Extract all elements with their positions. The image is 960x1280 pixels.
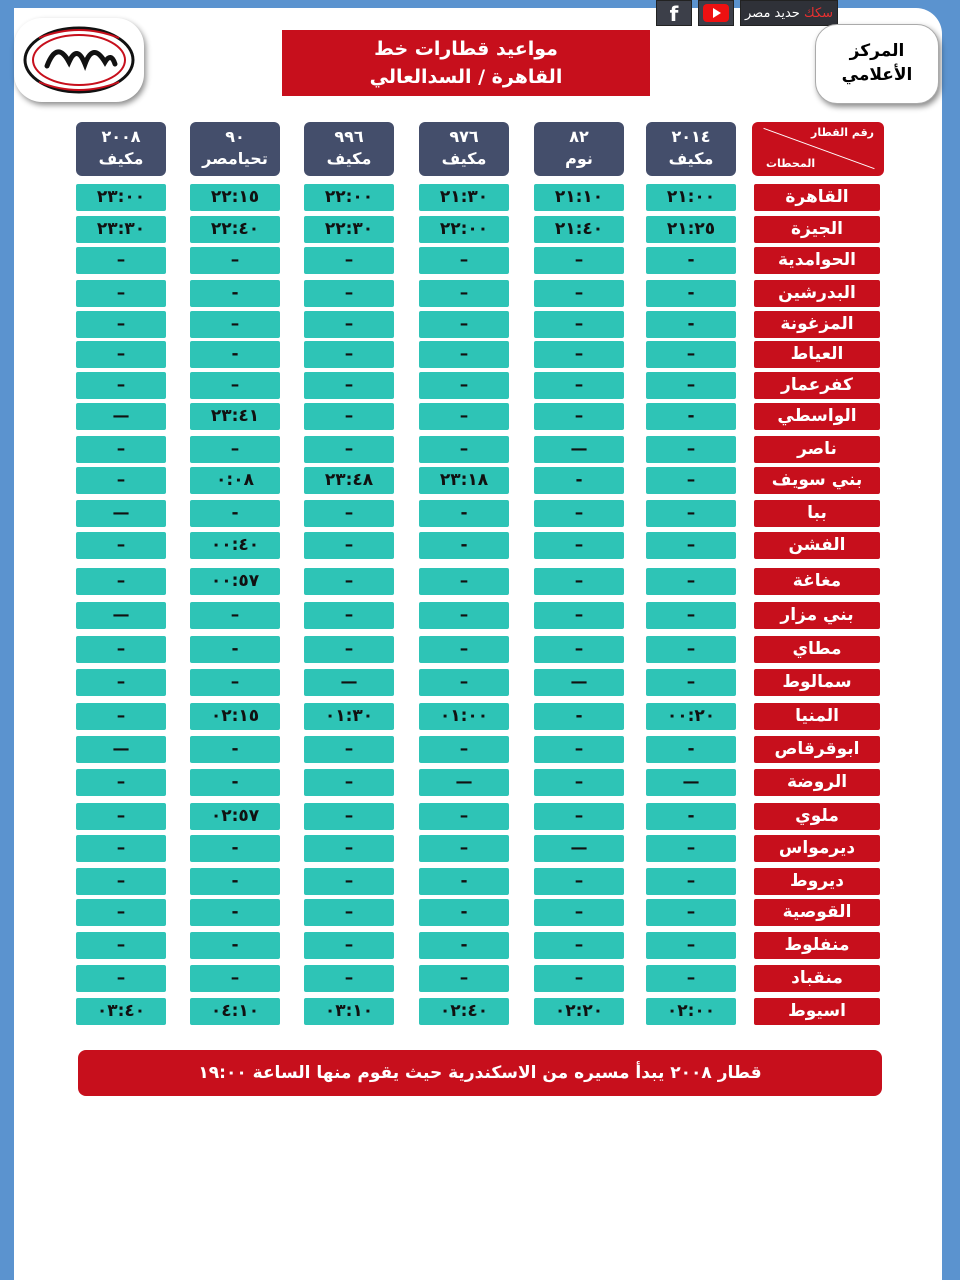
time-cell: – <box>646 636 736 663</box>
train-number: ٢٠١٤ <box>671 127 711 146</box>
time-cell: – <box>646 899 736 926</box>
time-cell: ٠٢:٢٠ <box>534 998 624 1025</box>
page-title <box>282 30 650 96</box>
time-cell: ٠:٠٨ <box>190 467 280 494</box>
channel-name-red: سكك <box>803 6 834 21</box>
youtube-play-icon <box>703 4 729 22</box>
time-cell: ٢٣:١٨ <box>419 467 509 494</box>
train-number: ٩٧٦ <box>449 127 479 146</box>
time-cell: — <box>534 669 624 696</box>
time-cell: – <box>76 769 166 796</box>
title-line-1: مواعيد قطارات خط <box>374 38 558 60</box>
time-cell: – <box>76 636 166 663</box>
time-cell: — <box>76 736 166 763</box>
station-label: مغاغة <box>754 568 880 595</box>
station-label: العياط <box>754 341 880 368</box>
time-cell: – <box>534 500 624 527</box>
time-cell: – <box>76 932 166 959</box>
station-label: الجيزة <box>754 216 880 243</box>
time-cell: – <box>534 280 624 307</box>
time-cell: – <box>304 341 394 368</box>
time-cell: ٢٢:٠٠ <box>304 184 394 211</box>
time-cell: – <box>76 835 166 862</box>
time-cell: – <box>190 311 280 338</box>
time-cell: ٢١:٢٥ <box>646 216 736 243</box>
time-cell: ٠٢:٠٠ <box>646 998 736 1025</box>
time-cell: ٠٠:٥٧ <box>190 568 280 595</box>
time-cell: – <box>419 568 509 595</box>
time-cell: – <box>76 868 166 895</box>
time-cell: – <box>534 868 624 895</box>
time-cell: – <box>646 372 736 399</box>
time-cell: - <box>190 835 280 862</box>
time-cell: ٢٣:٣٠ <box>76 216 166 243</box>
station-label: الحوامدية <box>754 247 880 274</box>
time-cell: - <box>190 769 280 796</box>
time-cell: ٢٢:٤٠ <box>190 216 280 243</box>
time-cell: - <box>190 899 280 926</box>
time-cell: – <box>646 467 736 494</box>
train-number: ٨٢ <box>569 127 589 146</box>
time-cell: – <box>646 602 736 629</box>
time-cell: – <box>534 736 624 763</box>
time-cell: ٠٣:٤٠ <box>76 998 166 1025</box>
time-cell: – <box>419 736 509 763</box>
time-cell: – <box>646 965 736 992</box>
train-number: ٢٠٠٨ <box>101 127 141 146</box>
time-cell: – <box>190 965 280 992</box>
time-cell: – <box>76 899 166 926</box>
table-corner-header <box>752 122 884 176</box>
train-header-5 <box>76 122 166 176</box>
time-cell: – <box>646 868 736 895</box>
time-cell: – <box>304 500 394 527</box>
time-cell: – <box>419 341 509 368</box>
time-cell: ٠٣:١٠ <box>304 998 394 1025</box>
time-cell: – <box>646 436 736 463</box>
time-cell: – <box>190 602 280 629</box>
corner-station-label: المحطات <box>766 157 816 170</box>
time-cell: – <box>190 247 280 274</box>
time-cell: – <box>76 247 166 274</box>
time-cell: — <box>419 769 509 796</box>
time-cell: - <box>190 736 280 763</box>
station-label: منفلوط <box>754 932 880 959</box>
time-cell: — <box>76 403 166 430</box>
time-cell: – <box>304 932 394 959</box>
youtube-icon[interactable] <box>698 0 734 26</box>
time-cell: - <box>190 932 280 959</box>
time-cell: – <box>419 602 509 629</box>
time-cell: ٠٢:١٥ <box>190 703 280 730</box>
time-cell: — <box>534 835 624 862</box>
time-cell: – <box>304 403 394 430</box>
time-cell: – <box>534 341 624 368</box>
station-label: ابوقرقاص <box>754 736 880 763</box>
time-cell: – <box>304 965 394 992</box>
time-cell: – <box>419 669 509 696</box>
time-cell: – <box>304 602 394 629</box>
time-cell: – <box>76 568 166 595</box>
time-cell: - <box>646 247 736 274</box>
train-header-3 <box>304 122 394 176</box>
time-cell: - <box>646 803 736 830</box>
time-cell: – <box>419 247 509 274</box>
time-cell: – <box>304 868 394 895</box>
title-line-2: القاهرة / السدالعالي <box>369 66 563 88</box>
time-cell: – <box>76 532 166 559</box>
station-label: ملوي <box>754 803 880 830</box>
station-label: بني سويف <box>754 467 880 494</box>
station-label: البدرشين <box>754 280 880 307</box>
time-cell: – <box>304 532 394 559</box>
time-cell: – <box>304 280 394 307</box>
social-bar <box>656 0 838 26</box>
time-cell: - <box>419 500 509 527</box>
station-label: اسيوط <box>754 998 880 1025</box>
time-cell: – <box>190 669 280 696</box>
time-cell: ٠٢:٤٠ <box>419 998 509 1025</box>
time-cell: – <box>304 311 394 338</box>
time-cell: ٢٣:٤١ <box>190 403 280 430</box>
time-cell: - <box>190 500 280 527</box>
time-cell: – <box>534 372 624 399</box>
media-center-badge <box>815 24 939 104</box>
time-cell: – <box>534 932 624 959</box>
time-cell: – <box>419 403 509 430</box>
time-cell: – <box>534 311 624 338</box>
time-cell: – <box>419 280 509 307</box>
time-cell: – <box>76 280 166 307</box>
time-cell: - <box>534 703 624 730</box>
time-cell: – <box>534 247 624 274</box>
time-cell: - <box>534 467 624 494</box>
time-cell: ٢٣:٠٠ <box>76 184 166 211</box>
time-cell: – <box>304 803 394 830</box>
egyptian-railways-logo <box>14 18 144 102</box>
time-cell: ٢١:٣٠ <box>419 184 509 211</box>
time-cell: ٠٢:٥٧ <box>190 803 280 830</box>
time-cell: ٢٢:١٥ <box>190 184 280 211</box>
time-cell: – <box>419 803 509 830</box>
time-cell: – <box>534 403 624 430</box>
time-cell: – <box>304 769 394 796</box>
train-type: تحيامصر <box>202 149 268 168</box>
station-label: الفشن <box>754 532 880 559</box>
time-cell: – <box>76 372 166 399</box>
corner-train-label: رقم القطار <box>811 126 874 139</box>
time-cell: – <box>190 436 280 463</box>
time-cell: – <box>304 372 394 399</box>
station-label: الواسطي <box>754 403 880 430</box>
time-cell: – <box>304 247 394 274</box>
time-cell: – <box>76 703 166 730</box>
time-cell: – <box>76 467 166 494</box>
time-cell: – <box>419 372 509 399</box>
train-type: مكيف <box>326 149 372 168</box>
time-cell: ٢١:٤٠ <box>534 216 624 243</box>
time-cell: – <box>646 341 736 368</box>
time-cell: – <box>76 311 166 338</box>
time-cell: – <box>534 532 624 559</box>
time-cell: ٠١:٠٠ <box>419 703 509 730</box>
train-number: ٩٩٦ <box>334 127 364 146</box>
time-cell: – <box>534 769 624 796</box>
time-cell: – <box>534 965 624 992</box>
time-cell: - <box>419 932 509 959</box>
station-label: منقباد <box>754 965 880 992</box>
station-label: المنيا <box>754 703 880 730</box>
station-label: بني مزار <box>754 602 880 629</box>
time-cell: – <box>76 965 166 992</box>
time-cell: – <box>646 932 736 959</box>
time-cell: – <box>419 965 509 992</box>
time-cell: - <box>646 311 736 338</box>
time-cell: – <box>419 436 509 463</box>
time-cell: – <box>304 736 394 763</box>
time-cell: – <box>646 669 736 696</box>
time-cell: ٢١:٠٠ <box>646 184 736 211</box>
time-cell: – <box>76 669 166 696</box>
time-cell: ٢١:١٠ <box>534 184 624 211</box>
time-cell: - <box>419 899 509 926</box>
time-cell: – <box>76 436 166 463</box>
train-type: نوم <box>565 149 593 168</box>
time-cell: ٠٠:٤٠ <box>190 532 280 559</box>
time-cell: – <box>304 899 394 926</box>
station-label: الروضة <box>754 769 880 796</box>
time-cell: — <box>76 500 166 527</box>
time-cell: – <box>304 636 394 663</box>
station-label: ببا <box>754 500 880 527</box>
media-center-line-2: الأعلامي <box>841 65 913 85</box>
time-cell: – <box>646 500 736 527</box>
time-cell: – <box>76 341 166 368</box>
time-cell: – <box>534 568 624 595</box>
time-cell: – <box>419 835 509 862</box>
railways-logo-icon <box>19 22 139 98</box>
time-cell: - <box>646 280 736 307</box>
time-cell: – <box>534 803 624 830</box>
time-cell: ٠٠:٢٠ <box>646 703 736 730</box>
time-cell: – <box>534 899 624 926</box>
station-label: سمالوط <box>754 669 880 696</box>
train-header-0 <box>646 122 736 176</box>
time-cell: — <box>646 769 736 796</box>
train-header-1 <box>534 122 624 176</box>
time-cell: – <box>534 602 624 629</box>
time-cell: ٠١:٣٠ <box>304 703 394 730</box>
time-cell: – <box>534 636 624 663</box>
time-cell: - <box>190 636 280 663</box>
time-cell: – <box>646 568 736 595</box>
station-label: كفرعمار <box>754 372 880 399</box>
station-label: القوصية <box>754 899 880 926</box>
time-cell: – <box>646 532 736 559</box>
time-cell: — <box>304 669 394 696</box>
time-cell: - <box>419 532 509 559</box>
channel-name[interactable] <box>740 0 838 26</box>
time-cell: — <box>76 602 166 629</box>
station-label: القاهرة <box>754 184 880 211</box>
train-header-2 <box>419 122 509 176</box>
time-cell: – <box>304 568 394 595</box>
station-label: المزغونة <box>754 311 880 338</box>
time-cell: – <box>419 636 509 663</box>
train-type: مكيف <box>98 149 144 168</box>
station-label: ديرمواس <box>754 835 880 862</box>
time-cell: - <box>190 341 280 368</box>
train-type: مكيف <box>441 149 487 168</box>
train-header-4 <box>190 122 280 176</box>
time-cell: – <box>419 311 509 338</box>
time-cell: ٠٤:١٠ <box>190 998 280 1025</box>
channel-name-rest: حديد مصر <box>745 6 804 21</box>
station-label: ديروط <box>754 868 880 895</box>
time-cell: – <box>646 835 736 862</box>
station-label: مطاي <box>754 636 880 663</box>
time-cell: — <box>534 436 624 463</box>
station-label: ناصر <box>754 436 880 463</box>
footer-note: قطار ٢٠٠٨ يبدأ مسيره من الاسكندرية حيث يقوم منها الساعة ١٩:٠٠ <box>78 1050 882 1096</box>
time-cell: – <box>304 436 394 463</box>
time-cell: ٢٣:٤٨ <box>304 467 394 494</box>
media-center-line-1: المركز <box>849 41 905 61</box>
time-cell: ٢٢:٠٠ <box>419 216 509 243</box>
train-number: ٩٠ <box>225 127 245 146</box>
time-cell: - <box>419 868 509 895</box>
facebook-icon[interactable]: f <box>656 0 692 26</box>
time-cell: – <box>76 803 166 830</box>
time-cell: - <box>190 868 280 895</box>
time-cell: - <box>646 403 736 430</box>
time-cell: – <box>190 372 280 399</box>
time-cell: – <box>304 835 394 862</box>
train-type: مكيف <box>668 149 714 168</box>
time-cell: - <box>190 280 280 307</box>
time-cell: - <box>646 736 736 763</box>
time-cell: ٢٢:٣٠ <box>304 216 394 243</box>
